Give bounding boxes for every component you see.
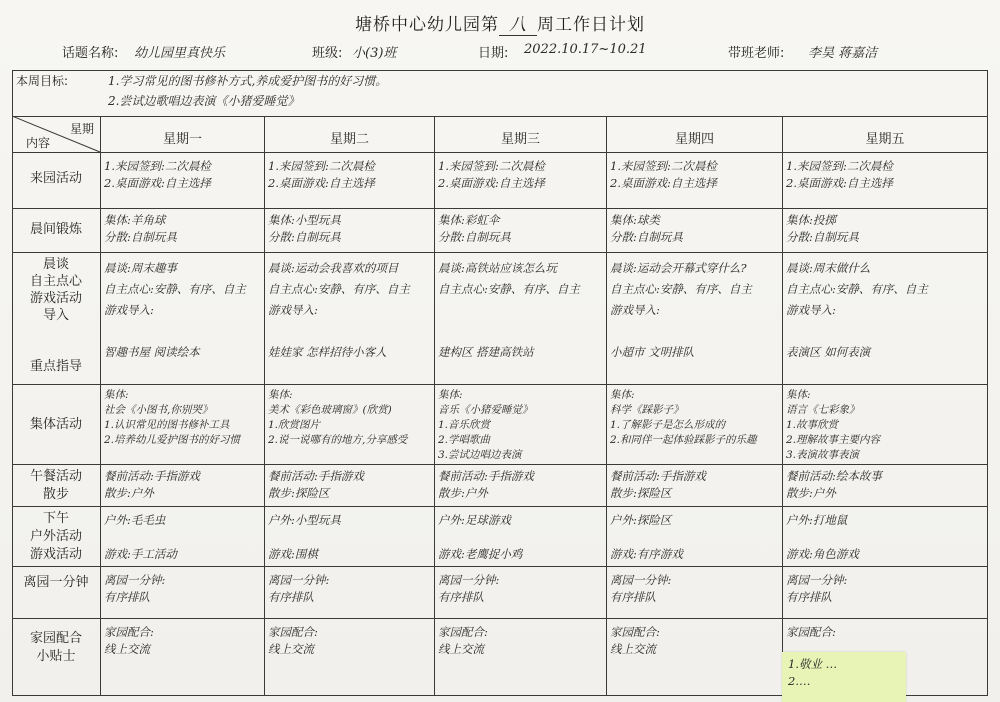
cell-afternoon-thu: 户外:探险区 游戏:有序游戏	[610, 513, 683, 561]
cell-afternoon-wed: 户外:足球游戏 游戏:老鹰捉小鸡	[438, 513, 523, 561]
cell-lunch-fri: 餐前活动:绘本故事 散步:户外	[786, 469, 882, 500]
day-header-mon: 星期一	[162, 132, 202, 147]
cell-home-fri: 家园配合:	[786, 625, 836, 639]
topic-label: 话题名称:	[62, 46, 119, 61]
cell-talk-tue: 晨谈:运动会我喜欢的项目 自主点心:安静、有序、自主 游戏导入: 娃娃家 怎样招待小客人	[268, 261, 410, 359]
teacher-value: 李昊 蒋嘉洁	[808, 46, 878, 61]
sticky-note: 1.敬业 … 2.…	[782, 652, 906, 702]
row-label-morning-talk: 晨谈 自主点心 游戏活动 导入 重点指导	[29, 257, 82, 374]
cell-home-thu: 家园配合: 线上交流	[610, 625, 660, 656]
cell-departure-tue: 离园一分钟: 有序排队	[268, 573, 330, 604]
row-label-home-school: 家园配合 小贴士	[29, 631, 82, 664]
row-label-afternoon: 下午 户外活动 游戏活动	[29, 511, 82, 562]
cell-group-wed: 集体: 音乐《小猪爱睡觉》 1.音乐欣赏 2.学唱歌曲 3.尝试边唱边表演	[438, 389, 533, 461]
day-header-tue: 星期二	[329, 132, 369, 147]
cell-arrival-mon: 1.来园签到:二次晨检 2.桌面游戏:自主选择	[104, 159, 211, 190]
cell-arrival-tue: 1.来园签到:二次晨检 2.桌面游戏:自主选择	[268, 159, 375, 190]
cell-group-mon: 集体: 社会《小图书,你别哭》 1.认识常见的图书修补工具 2.培养幼儿爱护图书的好习惯	[104, 389, 241, 446]
cell-arrival-thu: 1.来园签到:二次晨检 2.桌面游戏:自主选择	[610, 159, 717, 190]
class-label: 班级:	[312, 46, 343, 61]
day-header-fri: 星期五	[865, 132, 905, 147]
cell-afternoon-fri: 户外:打地鼠 游戏:角色游戏	[786, 513, 859, 561]
row-label-arrival: 来园活动	[29, 171, 82, 186]
row-label-departure: 离园一分钟	[23, 575, 89, 590]
row-label-group-activity: 集体活动	[29, 417, 82, 432]
day-header-wed: 星期三	[500, 132, 540, 147]
cell-exercise-mon: 集体:羊角球 分散:自制玩具	[104, 213, 177, 244]
day-header-thu: 星期四	[674, 132, 714, 147]
meta-row	[0, 42, 1000, 64]
cell-talk-mon: 晨谈:周末趣事 自主点心:安静、有序、自主 游戏导入: 智趣书屋 阅读绘本	[104, 261, 246, 359]
cell-home-tue: 家园配合: 线上交流	[268, 625, 318, 656]
cell-lunch-mon: 餐前活动:手指游戏 散步:户外	[104, 469, 200, 500]
goal-line-2: 2.尝试边歌唱边表演《小猪爱睡觉》	[108, 94, 300, 108]
cell-exercise-wed: 集体:彩虹伞 分散:自制玩具	[438, 213, 511, 244]
cell-group-tue: 集体: 美术《彩色玻璃窗》(欣赏) 1.欣赏图片 2.说一说哪有的地方,分享感受	[268, 389, 408, 446]
cell-exercise-thu: 集体:球类 分散:自制玩具	[610, 213, 683, 244]
cell-group-fri: 集体: 语言《七彩象》 1.故事欣赏 2.理解故事主要内容 3.表演故事表演	[786, 389, 881, 461]
cell-lunch-wed: 餐前活动:手指游戏 散步:户外	[438, 469, 534, 500]
teacher-label: 带班老师:	[728, 46, 785, 61]
row-label-lunch: 午餐活动 散步	[29, 469, 82, 502]
cell-lunch-thu: 餐前活动:手指游戏 散步:探险区	[610, 469, 706, 500]
goal-line-1: 1.学习常见的图书修补方式,养成爱护图书的好习惯。	[108, 74, 388, 88]
cell-group-thu: 集体: 科学《踩影子》 1.了解影子是怎么形成的 2.和同伴一起体验踩影子的乐趣	[610, 389, 757, 446]
cell-afternoon-mon: 户外:毛毛虫 游戏:手工活动	[104, 513, 177, 561]
corner-top-label: 星期	[69, 122, 94, 136]
row-label-morning-exercise: 晨间锻炼	[29, 222, 82, 237]
date-label: 日期:	[478, 46, 509, 61]
title-suffix: 周工作日计划	[537, 15, 645, 35]
cell-lunch-tue: 餐前活动:手指游戏 散步:探险区	[268, 469, 364, 500]
cell-talk-fri: 晨谈:周末做什么 自主点心:安静、有序、自主 游戏导入: 表演区 如何表演	[786, 261, 928, 359]
cell-exercise-tue: 集体:小型玩具 分散:自制玩具	[268, 213, 341, 244]
cell-departure-mon: 离园一分钟: 有序排队	[104, 573, 166, 604]
cell-departure-thu: 离园一分钟: 有序排队	[610, 573, 672, 604]
page-title	[0, 10, 1000, 36]
cell-arrival-wed: 1.来园签到:二次晨检 2.桌面游戏:自主选择	[438, 159, 545, 190]
cell-departure-fri: 离园一分钟: 有序排队	[786, 573, 848, 604]
date-value: 2022.10.17~10.21	[524, 42, 647, 57]
topic-value: 幼儿园里真快乐	[134, 46, 226, 61]
plan-table	[12, 70, 988, 696]
cell-talk-wed: 晨谈:高铁站应该怎么玩 自主点心:安静、有序、自主 建构区 搭建高铁站	[438, 261, 580, 359]
week-number: 八	[499, 10, 537, 36]
cell-afternoon-tue: 户外:小型玩具 游戏:围棋	[268, 513, 341, 561]
cell-talk-thu: 晨谈:运动会开幕式穿什么? 自主点心:安静、有序、自主 游戏导入: 小超市 文明排队	[610, 261, 752, 359]
cell-exercise-fri: 集体:投掷 分散:自制玩具	[786, 213, 859, 244]
cell-departure-wed: 离园一分钟: 有序排队	[438, 573, 500, 604]
cell-home-mon: 家园配合: 线上交流	[104, 625, 154, 656]
cell-arrival-fri: 1.来园签到:二次晨检 2.桌面游戏:自主选择	[786, 159, 893, 190]
corner-bottom-label: 内容	[25, 136, 50, 150]
class-value: 小(3)班	[352, 46, 397, 61]
title-prefix: 塘桥中心幼儿园第	[355, 15, 499, 35]
goals-label: 本周目标:	[16, 74, 69, 88]
cell-home-wed: 家园配合: 线上交流	[438, 625, 488, 656]
